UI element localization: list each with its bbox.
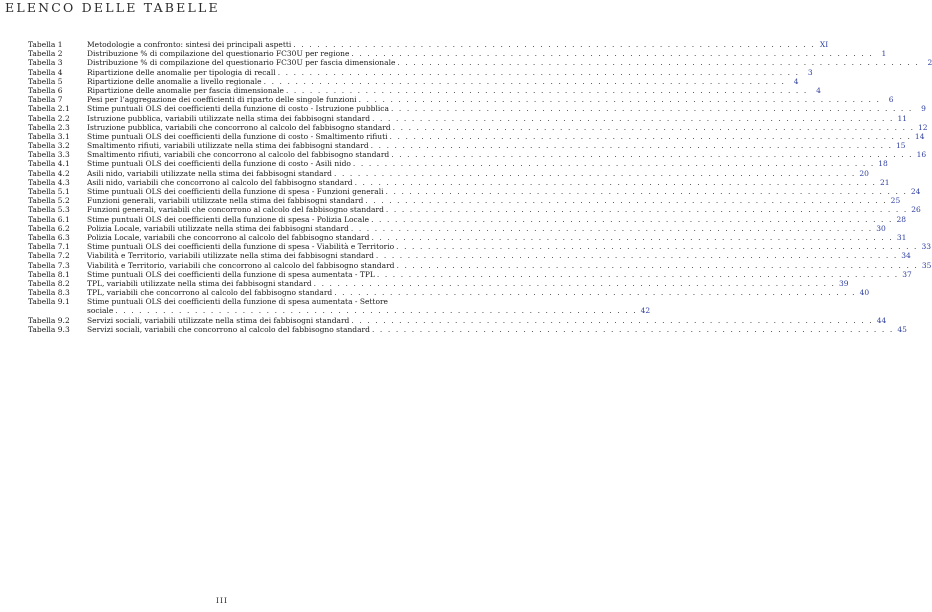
toc-entry[interactable] <box>28 58 932 68</box>
page-link[interactable]: 2 <box>927 58 932 68</box>
toc-entry-body <box>87 232 907 242</box>
toc-entry-body <box>87 269 912 279</box>
table-label: Tabella 3 <box>28 58 63 68</box>
toc-entry[interactable] <box>28 223 886 233</box>
table-label: Tabella 7 <box>28 95 63 105</box>
toc-entry-body <box>87 315 887 325</box>
table-caption: Stime puntuali OLS dei coefficienti della funzione di spesa - Polizia Locale <box>87 214 370 224</box>
page-link[interactable]: 42 <box>640 306 651 316</box>
toc-entry-body <box>87 58 932 68</box>
table-caption: Stime puntuali OLS dei coefficienti della funzione di spesa - Funzioni generali <box>87 187 384 196</box>
table-label: Tabella 5.3 <box>28 205 70 215</box>
table-label: Tabella 1 <box>28 40 63 49</box>
page-link[interactable]: 28 <box>896 214 906 224</box>
dot-leader <box>394 242 918 251</box>
table-label: Tabella 8.2 <box>28 278 70 288</box>
table-label: Tabella 9.2 <box>28 315 70 325</box>
toc-entry[interactable] <box>28 168 869 178</box>
table-caption: TPL, variabili utilizzate nella stima dei fabbisogni standard <box>87 278 312 288</box>
page-link[interactable]: 6 <box>888 95 894 105</box>
toc-entry[interactable] <box>28 85 821 95</box>
dot-leader <box>370 325 894 334</box>
table-caption: Smaltimento rifiuti, variabili che concorrono al calcolo del fabbisogno standard <box>87 150 390 160</box>
toc-entry[interactable] <box>28 315 887 325</box>
toc-entry-body <box>87 95 894 105</box>
dot-leader <box>113 306 637 315</box>
table-caption: Distribuzione % di compilazione del questionario FC30U per fascia dimensionale <box>87 58 396 68</box>
dot-leader <box>391 123 915 132</box>
page-link[interactable]: 33 <box>921 242 932 252</box>
toc-entry-body <box>87 113 907 123</box>
dot-leader <box>351 159 875 168</box>
table-caption: Funzioni generali, variabili utilizzate nella stima dei fabbisogni standard <box>87 196 364 206</box>
table-label: Tabella 2.1 <box>28 104 70 114</box>
page-link[interactable]: 34 <box>901 251 911 261</box>
page-link[interactable]: 39 <box>839 278 849 288</box>
toc-entry[interactable] <box>28 242 932 252</box>
table-label: Tabella 5.2 <box>28 196 70 206</box>
page-link[interactable]: 26 <box>911 205 921 215</box>
table-caption: Viabilità e Territorio, variabili che concorrono al calcolo del fabbisogno standard <box>87 260 395 270</box>
dot-leader <box>374 251 898 260</box>
table-label: Tabella 8.3 <box>28 288 70 298</box>
table-label: Tabella 3.1 <box>28 131 70 141</box>
dot-leader <box>262 77 786 86</box>
toc-entry-body <box>87 260 932 270</box>
toc-entry[interactable] <box>28 324 907 334</box>
toc-entry[interactable] <box>28 141 906 151</box>
toc-entry[interactable] <box>28 122 928 132</box>
table-caption: Asili nido, variabili che concorrono al calcolo del fabbisogno standard <box>87 177 353 187</box>
page-link[interactable]: 40 <box>859 288 870 298</box>
page-link[interactable]: 18 <box>878 159 888 169</box>
dot-leader <box>276 68 800 77</box>
toc-entry[interactable] <box>28 76 799 86</box>
toc-entry-body <box>87 187 921 196</box>
table-caption: Stime puntuali OLS dei coefficienti della funzione di costo - Smaltimento rifiuti <box>87 131 388 141</box>
table-caption: Polizia Locale, variabili utilizzate nella stima dei fabbisogni standard <box>87 223 349 233</box>
dot-leader <box>353 178 877 187</box>
toc-entry[interactable] <box>28 297 651 316</box>
dot-leader <box>357 95 881 104</box>
toc-entry[interactable] <box>28 196 901 206</box>
table-label: Tabella 7.3 <box>28 260 70 270</box>
page-link[interactable]: 30 <box>876 223 886 233</box>
toc-entry[interactable] <box>28 150 927 160</box>
dot-leader <box>375 270 899 279</box>
page-link[interactable]: 45 <box>897 324 907 334</box>
toc-entry[interactable] <box>28 95 894 105</box>
table-label: Tabella 6.2 <box>28 223 70 233</box>
toc-entry-body <box>87 122 928 132</box>
dot-leader <box>312 279 836 288</box>
toc-entry-body <box>87 40 829 49</box>
dot-leader <box>332 169 856 178</box>
dot-leader <box>349 224 873 233</box>
toc-entry-body <box>87 288 870 298</box>
page-link[interactable]: 9 <box>921 104 926 114</box>
table-caption-continued: sociale <box>87 306 114 316</box>
table-caption: Polizia Locale, variabili che concorrono al calcolo del fabbisogno standard <box>87 232 370 242</box>
table-caption: Stime puntuali OLS dei coefficienti della funzione di spesa aumentata - TPL <box>87 269 375 279</box>
dot-leader <box>369 141 893 150</box>
page-link[interactable]: 4 <box>816 85 821 95</box>
toc-entry-body <box>87 278 849 288</box>
dot-leader <box>349 316 873 325</box>
toc-entry[interactable] <box>28 251 911 261</box>
dot-leader <box>370 114 894 123</box>
toc-entry[interactable] <box>28 278 849 288</box>
table-caption: Ripartizione delle anomalie per tipologia di recall <box>87 67 276 77</box>
toc-entry[interactable] <box>28 187 921 196</box>
toc-entry[interactable] <box>28 67 813 77</box>
table-caption: Stime puntuali OLS dei coefficienti della funzione di costo - Asili nido <box>87 159 351 169</box>
toc-entry-body <box>87 223 886 233</box>
page-link[interactable]: 24 <box>910 187 921 196</box>
table-caption: Viabilità e Territorio, variabili utilizzate nella stima dei fabbisogni standard <box>87 251 374 261</box>
table-caption: Asili nido, variabili utilizzate nella stima dei fabbisogni standard <box>87 168 332 178</box>
dot-leader <box>363 196 887 205</box>
dot-leader <box>369 233 893 242</box>
toc-entry-body <box>87 324 907 334</box>
table-caption: Pesi per l’aggregazione dei coefficienti di riparto delle singole funzioni <box>87 95 357 105</box>
page-link[interactable]: 16 <box>916 150 927 160</box>
dot-leader <box>284 86 808 95</box>
page-link[interactable]: XI <box>819 40 829 49</box>
dot-leader <box>389 104 913 113</box>
page-link[interactable]: 20 <box>859 168 869 178</box>
table-label: Tabella 6 <box>28 85 63 95</box>
table-caption: Stime puntuali OLS dei coefficienti della funzione di costo - Istruzione pubblica <box>87 104 389 114</box>
toc-entry-body <box>87 159 888 169</box>
table-caption: Servizi sociali, variabili che concorrono al calcolo del fabbisogno standard <box>87 324 370 334</box>
table-label: Tabella 8.1 <box>28 269 70 279</box>
toc-entry-body <box>87 196 901 206</box>
toc-entry-body <box>87 214 906 224</box>
dot-leader <box>349 49 873 58</box>
table-label: Tabella 4.1 <box>28 159 70 169</box>
table-label: Tabella 2.2 <box>28 113 70 123</box>
toc-entry-body <box>87 242 932 252</box>
toc-entry-body <box>87 251 911 261</box>
toc-entry[interactable] <box>28 113 907 123</box>
list-of-tables <box>28 40 932 334</box>
page-link[interactable]: 44 <box>876 315 887 325</box>
toc-entry-body <box>87 205 921 215</box>
toc-entry[interactable] <box>28 232 907 242</box>
toc-entry-body <box>87 131 925 141</box>
toc-entry-body <box>87 49 887 59</box>
toc-entry[interactable] <box>28 177 890 187</box>
table-label: Tabella 2.3 <box>28 122 70 132</box>
dot-leader <box>291 40 815 49</box>
dot-leader <box>395 58 919 67</box>
table-caption: Smaltimento rifiuti, variabili utilizzate nella stima dei fabbisogni standard <box>87 141 369 151</box>
dot-leader <box>384 205 908 214</box>
toc-entry[interactable] <box>28 269 912 279</box>
table-label: Tabella 3.3 <box>28 150 70 160</box>
table-caption: TPL, variabili che concorrono al calcolo del fabbisogno standard <box>87 288 333 298</box>
page-title: ELENCO DELLE TABELLE <box>5 0 220 15</box>
page-link[interactable]: 21 <box>879 177 890 187</box>
toc-entry[interactable] <box>28 40 829 49</box>
toc-entry-body <box>87 297 651 316</box>
page-link[interactable]: 11 <box>897 113 907 123</box>
table-label: Tabella 9.3 <box>28 324 70 334</box>
page-link[interactable]: 3 <box>807 67 813 77</box>
table-caption: Ripartizione delle anomalie a livello regionale <box>87 76 262 86</box>
dot-leader <box>388 132 912 141</box>
dot-leader <box>332 288 856 297</box>
toc-entry-second-line <box>87 306 651 316</box>
page-link[interactable]: 35 <box>921 260 932 270</box>
table-caption: Istruzione pubblica, variabili che concorrono al calcolo del fabbisogno standard <box>87 122 391 132</box>
table-label: Tabella 6.1 <box>28 214 70 224</box>
toc-entry-body <box>87 177 890 187</box>
toc-entry[interactable] <box>28 205 921 215</box>
toc-entry[interactable] <box>28 260 932 270</box>
table-label: Tabella 9.1 <box>28 297 70 307</box>
table-label: Tabella 4.2 <box>28 168 70 178</box>
table-label: Tabella 7.2 <box>28 251 70 261</box>
table-label: Tabella 4.3 <box>28 177 70 187</box>
toc-entry[interactable] <box>28 214 906 224</box>
table-caption: Funzioni generali, variabili che concorrono al calcolo del fabbisogno standard <box>87 205 384 215</box>
table-caption: Metodologie a confronto: sintesi dei principali aspetti <box>87 40 292 49</box>
table-caption: Distribuzione % di compilazione del questionario FC30U per regione <box>87 49 350 59</box>
dot-leader <box>369 215 893 224</box>
table-caption: Stime puntuali OLS dei coefficienti della funzione di spesa aumentata - Settore <box>87 297 388 307</box>
page-link[interactable]: 31 <box>896 232 907 242</box>
page-link[interactable]: 12 <box>918 122 928 132</box>
table-caption: Servizi sociali, variabili utilizzate nella stima dei fabbisogni standard <box>87 315 350 325</box>
toc-entry-body <box>87 76 799 86</box>
table-label: Tabella 6.3 <box>28 232 70 242</box>
toc-entry-body <box>87 141 906 151</box>
page-link[interactable]: 1 <box>881 49 887 59</box>
toc-entry-body <box>87 67 813 77</box>
dot-leader <box>384 187 908 196</box>
dot-leader <box>394 261 918 270</box>
table-label: Tabella 2 <box>28 49 63 59</box>
page-link[interactable]: 15 <box>896 141 906 151</box>
toc-entry-body <box>87 104 926 114</box>
toc-entry-body <box>87 168 869 178</box>
page-link[interactable]: 14 <box>914 131 925 141</box>
toc-entry[interactable] <box>28 104 926 114</box>
toc-entry[interactable] <box>28 288 870 298</box>
table-label: Tabella 3.2 <box>28 141 70 151</box>
dot-leader <box>389 150 913 159</box>
toc-entry-body <box>87 85 821 95</box>
page-link[interactable]: 37 <box>902 269 912 279</box>
page-number: III <box>216 596 228 605</box>
page-link[interactable]: 25 <box>890 196 901 206</box>
table-caption: Stime puntuali OLS dei coefficienti della funzione di spesa - Viabilità e Territorio <box>87 242 395 252</box>
page-link[interactable]: 4 <box>793 76 799 86</box>
table-label: Tabella 5 <box>28 76 63 86</box>
toc-entry-body <box>87 150 927 160</box>
toc-entry[interactable] <box>28 159 888 169</box>
table-label: Tabella 4 <box>28 67 63 77</box>
toc-entry[interactable] <box>28 131 925 141</box>
table-label: Tabella 5.1 <box>28 187 70 196</box>
table-caption: Istruzione pubblica, variabili utilizzate nella stima dei fabbisogni standard <box>87 113 371 123</box>
toc-entry[interactable] <box>28 49 887 59</box>
table-label: Tabella 7.1 <box>28 242 70 252</box>
table-caption: Ripartizione delle anomalie per fascia dimensionale <box>87 85 284 95</box>
